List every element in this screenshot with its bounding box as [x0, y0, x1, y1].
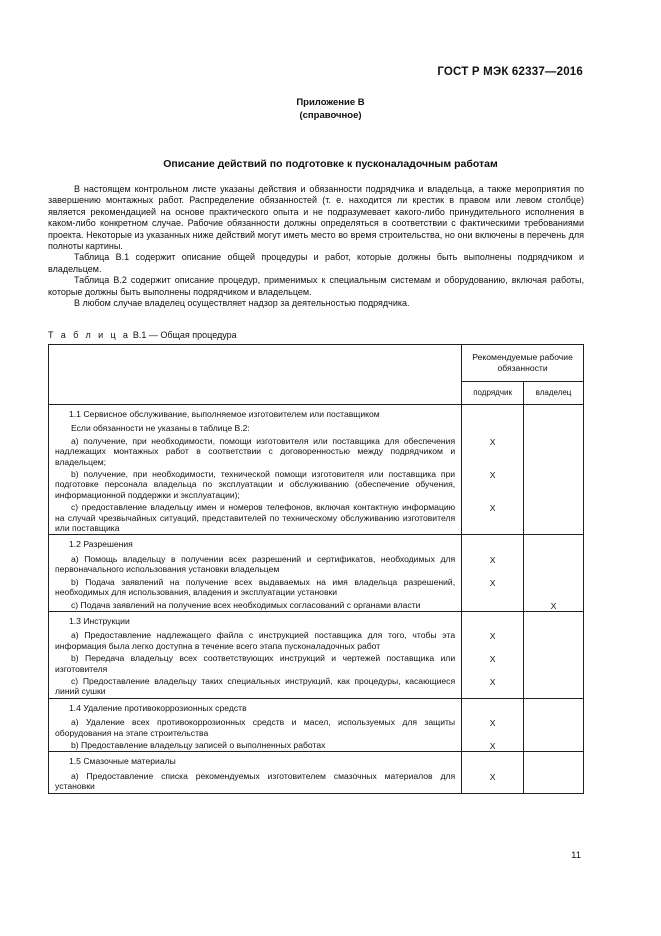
owner-cell — [524, 752, 584, 770]
item-text: c) Предоставление владельцу таких специальных инструкций, как процедуры, касающиеся линий сушки — [55, 675, 456, 697]
intro-paragraph: В любом случае владелец осуществляет надзор за деятельностью подрядчика. — [74, 298, 410, 309]
owner-mark — [524, 716, 584, 739]
intro-paragraph: Таблица В.2 содержит описание процедур, применимых к специальным системам и оборудованию, включая работы, которые должны быть выполнены подрядчиком и владельцем. — [48, 275, 584, 297]
item-text: b) Передача владельцу всех соответствующих инструкций и чертежей поставщика или изготовителя — [55, 653, 456, 674]
owner-header: владелец — [524, 382, 584, 405]
contractor-cell — [462, 535, 524, 553]
table-caption-text: В.1 — Общая процедура — [130, 330, 237, 340]
section-intro-row — [49, 422, 584, 434]
section-row — [49, 405, 584, 423]
table-row — [49, 629, 584, 652]
appendix-type: (справочное) — [299, 110, 362, 121]
appendix-label: Приложение В — [296, 97, 365, 108]
table-row — [49, 435, 584, 468]
owner-cell — [524, 535, 584, 553]
item-text: b) получение, при необходимости, технической помощи изготовителя или поставщика при подготовке персонала владельца по эксплуатации и обслуживанию (обеспечение обучения, информационной поддержки и эксплуатации); — [55, 469, 456, 500]
owner-mark — [524, 770, 584, 793]
owner-mark — [524, 553, 584, 576]
contractor-header: подрядчик — [462, 382, 524, 405]
contractor-mark: X — [462, 652, 524, 675]
table-row — [49, 553, 584, 576]
item-text: а) Удаление всех противокоррозионных средств и масел, используемых для защиты оборудования на этапе строительства — [55, 717, 456, 738]
owner-mark — [524, 652, 584, 675]
section-title: 1.3 Инструкции — [49, 611, 462, 629]
owner-mark — [524, 675, 584, 698]
owner-mark — [524, 501, 584, 535]
table-row — [49, 599, 584, 612]
owner-mark: X — [524, 599, 584, 612]
table-row — [49, 501, 584, 535]
appendix-title: Описание действий по подготовке к пусконаладочным работам — [163, 158, 498, 170]
table-row — [49, 770, 584, 793]
intro-text — [48, 184, 584, 309]
responsibilities-header: Рекомендуемые рабочие обязанности — [462, 345, 584, 382]
section-row — [49, 611, 584, 629]
appendix-heading — [0, 96, 661, 122]
item-text: b) Подача заявлений на получение всех выдаваемых на имя владельца разрешений, необходимых для использования, владения и эксплуатации установки — [55, 576, 456, 598]
contractor-mark: X — [462, 501, 524, 535]
contractor-cell — [462, 698, 524, 716]
table-caption — [48, 330, 237, 340]
contractor-mark: X — [462, 576, 524, 599]
item-text: c) Подача заявлений на получение всех необходимых согласований с органами власти — [71, 599, 421, 610]
intro-paragraph: В настоящем контрольном листе указаны действия и обязанности подрядчика и владельца, а также мероприятия по завершению монтажных работ. Распределение обязанностей (т. е. находится ли крестик в правом или левом столбце) является рекомендацией на основе практического опыта и не подразумевает какого-либо принудительного исполнения в каком-либо конкретном случае. Рабочие обязанности должны определяться в соответствии с фактическими требованиями проекта. Некоторые из указанных ниже действий могут иметь место во время строительства, но они включены в перечень для полноты картины. — [48, 184, 584, 252]
item-text: а) Предоставление списка рекомендуемых изготовителем смазочных материалов для установки — [55, 770, 456, 792]
contractor-mark: X — [462, 770, 524, 793]
section-row — [49, 698, 584, 716]
table-row — [49, 675, 584, 698]
contractor-mark — [462, 599, 524, 612]
contractor-cell — [462, 405, 524, 423]
section-title: 1.2 Разрешения — [49, 535, 462, 553]
owner-mark — [524, 629, 584, 652]
table-row — [49, 652, 584, 675]
contractor-mark: X — [462, 553, 524, 576]
owner-cell — [524, 698, 584, 716]
intro-paragraph: Таблица В.1 содержит описание общей процедуры и работ, которые должны быть выполнены подрядчиком и владельцем. — [48, 252, 584, 274]
page-number: 11 — [571, 850, 581, 861]
section-title: 1.1 Сервисное обслуживание, выполняемое изготовителем или поставщиком — [49, 405, 462, 423]
contractor-mark: X — [462, 675, 524, 698]
section-title: 1.4 Удаление противокоррозионных средств — [49, 698, 462, 716]
table-row — [49, 716, 584, 739]
procedure-table — [48, 344, 584, 794]
item-text: b) Предоставление владельцу записей о выполненных работах — [71, 739, 326, 750]
contractor-cell — [462, 611, 524, 629]
owner-mark — [524, 576, 584, 599]
section-title: 1.5 Смазочные материалы — [49, 752, 462, 770]
item-text: а) Помощь владельцу в получении всех разрешений и сертификатов, необходимых для первоначального использования установки владельцем — [55, 553, 456, 575]
contractor-mark: X — [462, 716, 524, 739]
contractor-mark: X — [462, 629, 524, 652]
table-row — [49, 739, 584, 752]
item-text: c) предоставление владельцу имен и номеров телефонов, включая контактную информацию на случай чрезвычайных ситуаций, представителей по техническому обслуживанию изготовителя или поставщика — [55, 502, 456, 534]
item-text: а) получение, при необходимости, помощи изготовителя или поставщика для обеспечения надлежащих монтажных работ в соответствии с договоренностью между подрядчиком и владельцем; — [55, 435, 456, 467]
owner-mark — [524, 435, 584, 468]
owner-cell — [524, 405, 584, 423]
section-intro: Если обязанности не указаны в таблице В.2: — [71, 423, 250, 434]
owner-mark — [524, 468, 584, 501]
item-text: а) Предоставление надлежащего файла с инструкцией поставщика для того, чтобы эта информация была легко доступна в течение всего этапа пусконаладочных работ — [55, 630, 456, 651]
contractor-cell — [462, 752, 524, 770]
contractor-mark: X — [462, 468, 524, 501]
document-number: ГОСТ Р МЭК 62337—2016 — [437, 66, 583, 78]
description-header — [49, 345, 462, 405]
owner-mark — [524, 739, 584, 752]
table-body — [49, 405, 584, 794]
owner-cell — [524, 611, 584, 629]
contractor-mark: X — [462, 739, 524, 752]
table-row — [49, 576, 584, 599]
table-row — [49, 468, 584, 501]
section-row — [49, 535, 584, 553]
table-caption-prefix: Т а б л и ц а — [48, 330, 131, 340]
contractor-mark: X — [462, 435, 524, 468]
section-row — [49, 752, 584, 770]
